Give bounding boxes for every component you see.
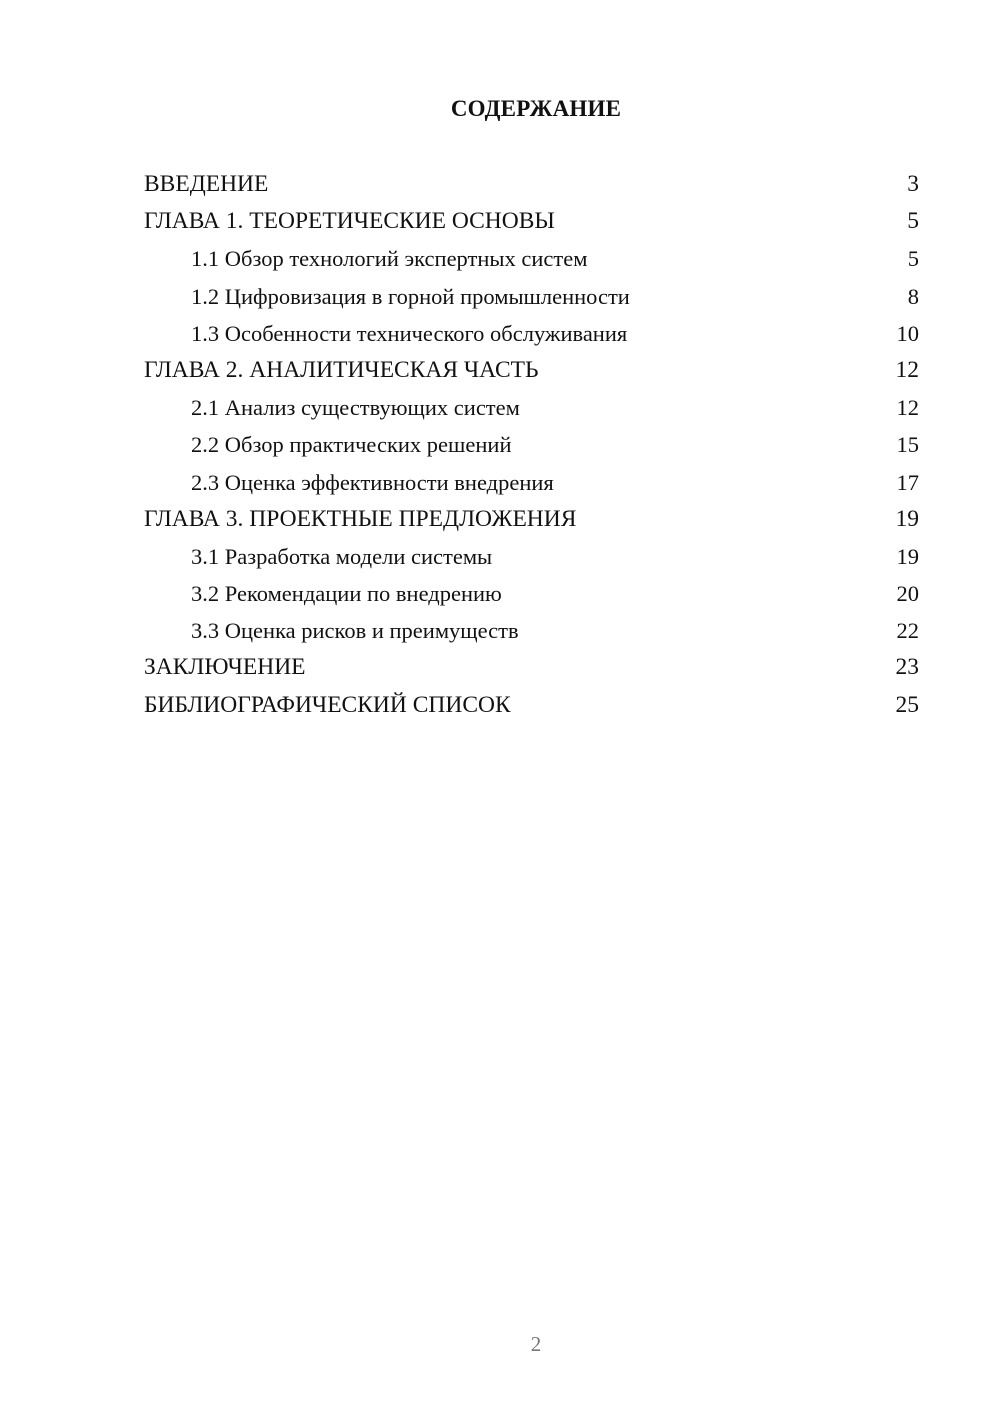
toc-entry-label: ГЛАВА 1. ТЕОРЕТИЧЕСКИЕ ОСНОВЫ <box>144 208 555 235</box>
toc-entry-label: 1.1 Обзор технологий экспертных систем <box>191 246 588 272</box>
toc-entry-page: 20 <box>896 581 919 607</box>
toc-entry-label: ВВЕДЕНИЕ <box>144 171 269 197</box>
toc-entry-page: 5 <box>907 208 919 235</box>
toc-entry-section-2-1 <box>144 389 919 426</box>
toc-entry-page: 8 <box>907 283 919 309</box>
toc-entry-page: 23 <box>895 654 919 681</box>
toc-entry-page: 15 <box>896 432 919 458</box>
toc-title: СОДЕРЖАНИЕ <box>450 96 622 121</box>
toc-entry-section-1-2 <box>144 278 919 315</box>
toc-entry-section-1-1 <box>144 240 919 277</box>
toc-entry-page: 22 <box>896 618 919 644</box>
toc-entry-page: 25 <box>895 691 919 718</box>
toc-entry-section-3-2 <box>144 575 919 612</box>
toc-entry-chapter-3 <box>144 501 919 538</box>
toc-entry-label: 3.3 Оценка рисков и преимуществ <box>191 618 519 644</box>
toc-entry-label: 2.2 Обзор практических решений <box>191 432 512 458</box>
toc-entry-label: БИБЛИОГРАФИЧЕСКИЙ СПИСОК <box>144 691 511 718</box>
toc-entry-section-3-3 <box>144 612 919 649</box>
toc-entry-label: ГЛАВА 3. ПРОЕКТНЫЕ ПРЕДЛОЖЕНИЯ <box>144 505 577 532</box>
toc-entry-page: 17 <box>896 469 919 495</box>
toc-entry-section-2-3 <box>144 464 919 501</box>
toc-entry-label: 3.2 Рекомендации по внедрению <box>191 581 502 607</box>
toc-entry-section-2-2 <box>144 426 919 463</box>
toc-entry-page: 10 <box>896 320 919 346</box>
toc-entry-page: 12 <box>896 395 919 421</box>
toc-entry-section-3-1 <box>144 538 919 575</box>
toc-entry-label: 3.1 Разработка модели системы <box>191 543 493 569</box>
toc-entry-label: ГЛАВА 2. АНАЛИТИЧЕСКАЯ ЧАСТЬ <box>144 356 539 383</box>
toc-entry-label: 1.3 Особенности технического обслуживания <box>191 320 628 346</box>
toc-entry-label: 2.3 Оценка эффективности внедрения <box>191 469 554 495</box>
toc-entry-label: 1.2 Цифровизация в горной промышленности <box>191 283 630 309</box>
toc-entry-section-1-3 <box>144 315 919 352</box>
toc-entry-page: 12 <box>895 356 919 383</box>
toc-entry-label: ЗАКЛЮЧЕНИЕ <box>144 654 306 681</box>
toc-entry-bibliography <box>144 687 919 724</box>
toc-entry-conclusion <box>144 649 919 686</box>
toc-entry-page: 19 <box>896 543 919 569</box>
toc-entry-chapter-1 <box>144 203 919 240</box>
toc-entry-page: 3 <box>907 171 919 197</box>
toc-entry-label: 2.1 Анализ существующих систем <box>191 395 520 421</box>
table-of-contents <box>144 166 919 724</box>
toc-entry-page: 5 <box>907 246 919 272</box>
toc-entry-introduction <box>144 166 919 203</box>
toc-entry-chapter-2 <box>144 352 919 389</box>
toc-entry-page: 19 <box>895 505 919 532</box>
page-number: 2 <box>530 1332 542 1356</box>
